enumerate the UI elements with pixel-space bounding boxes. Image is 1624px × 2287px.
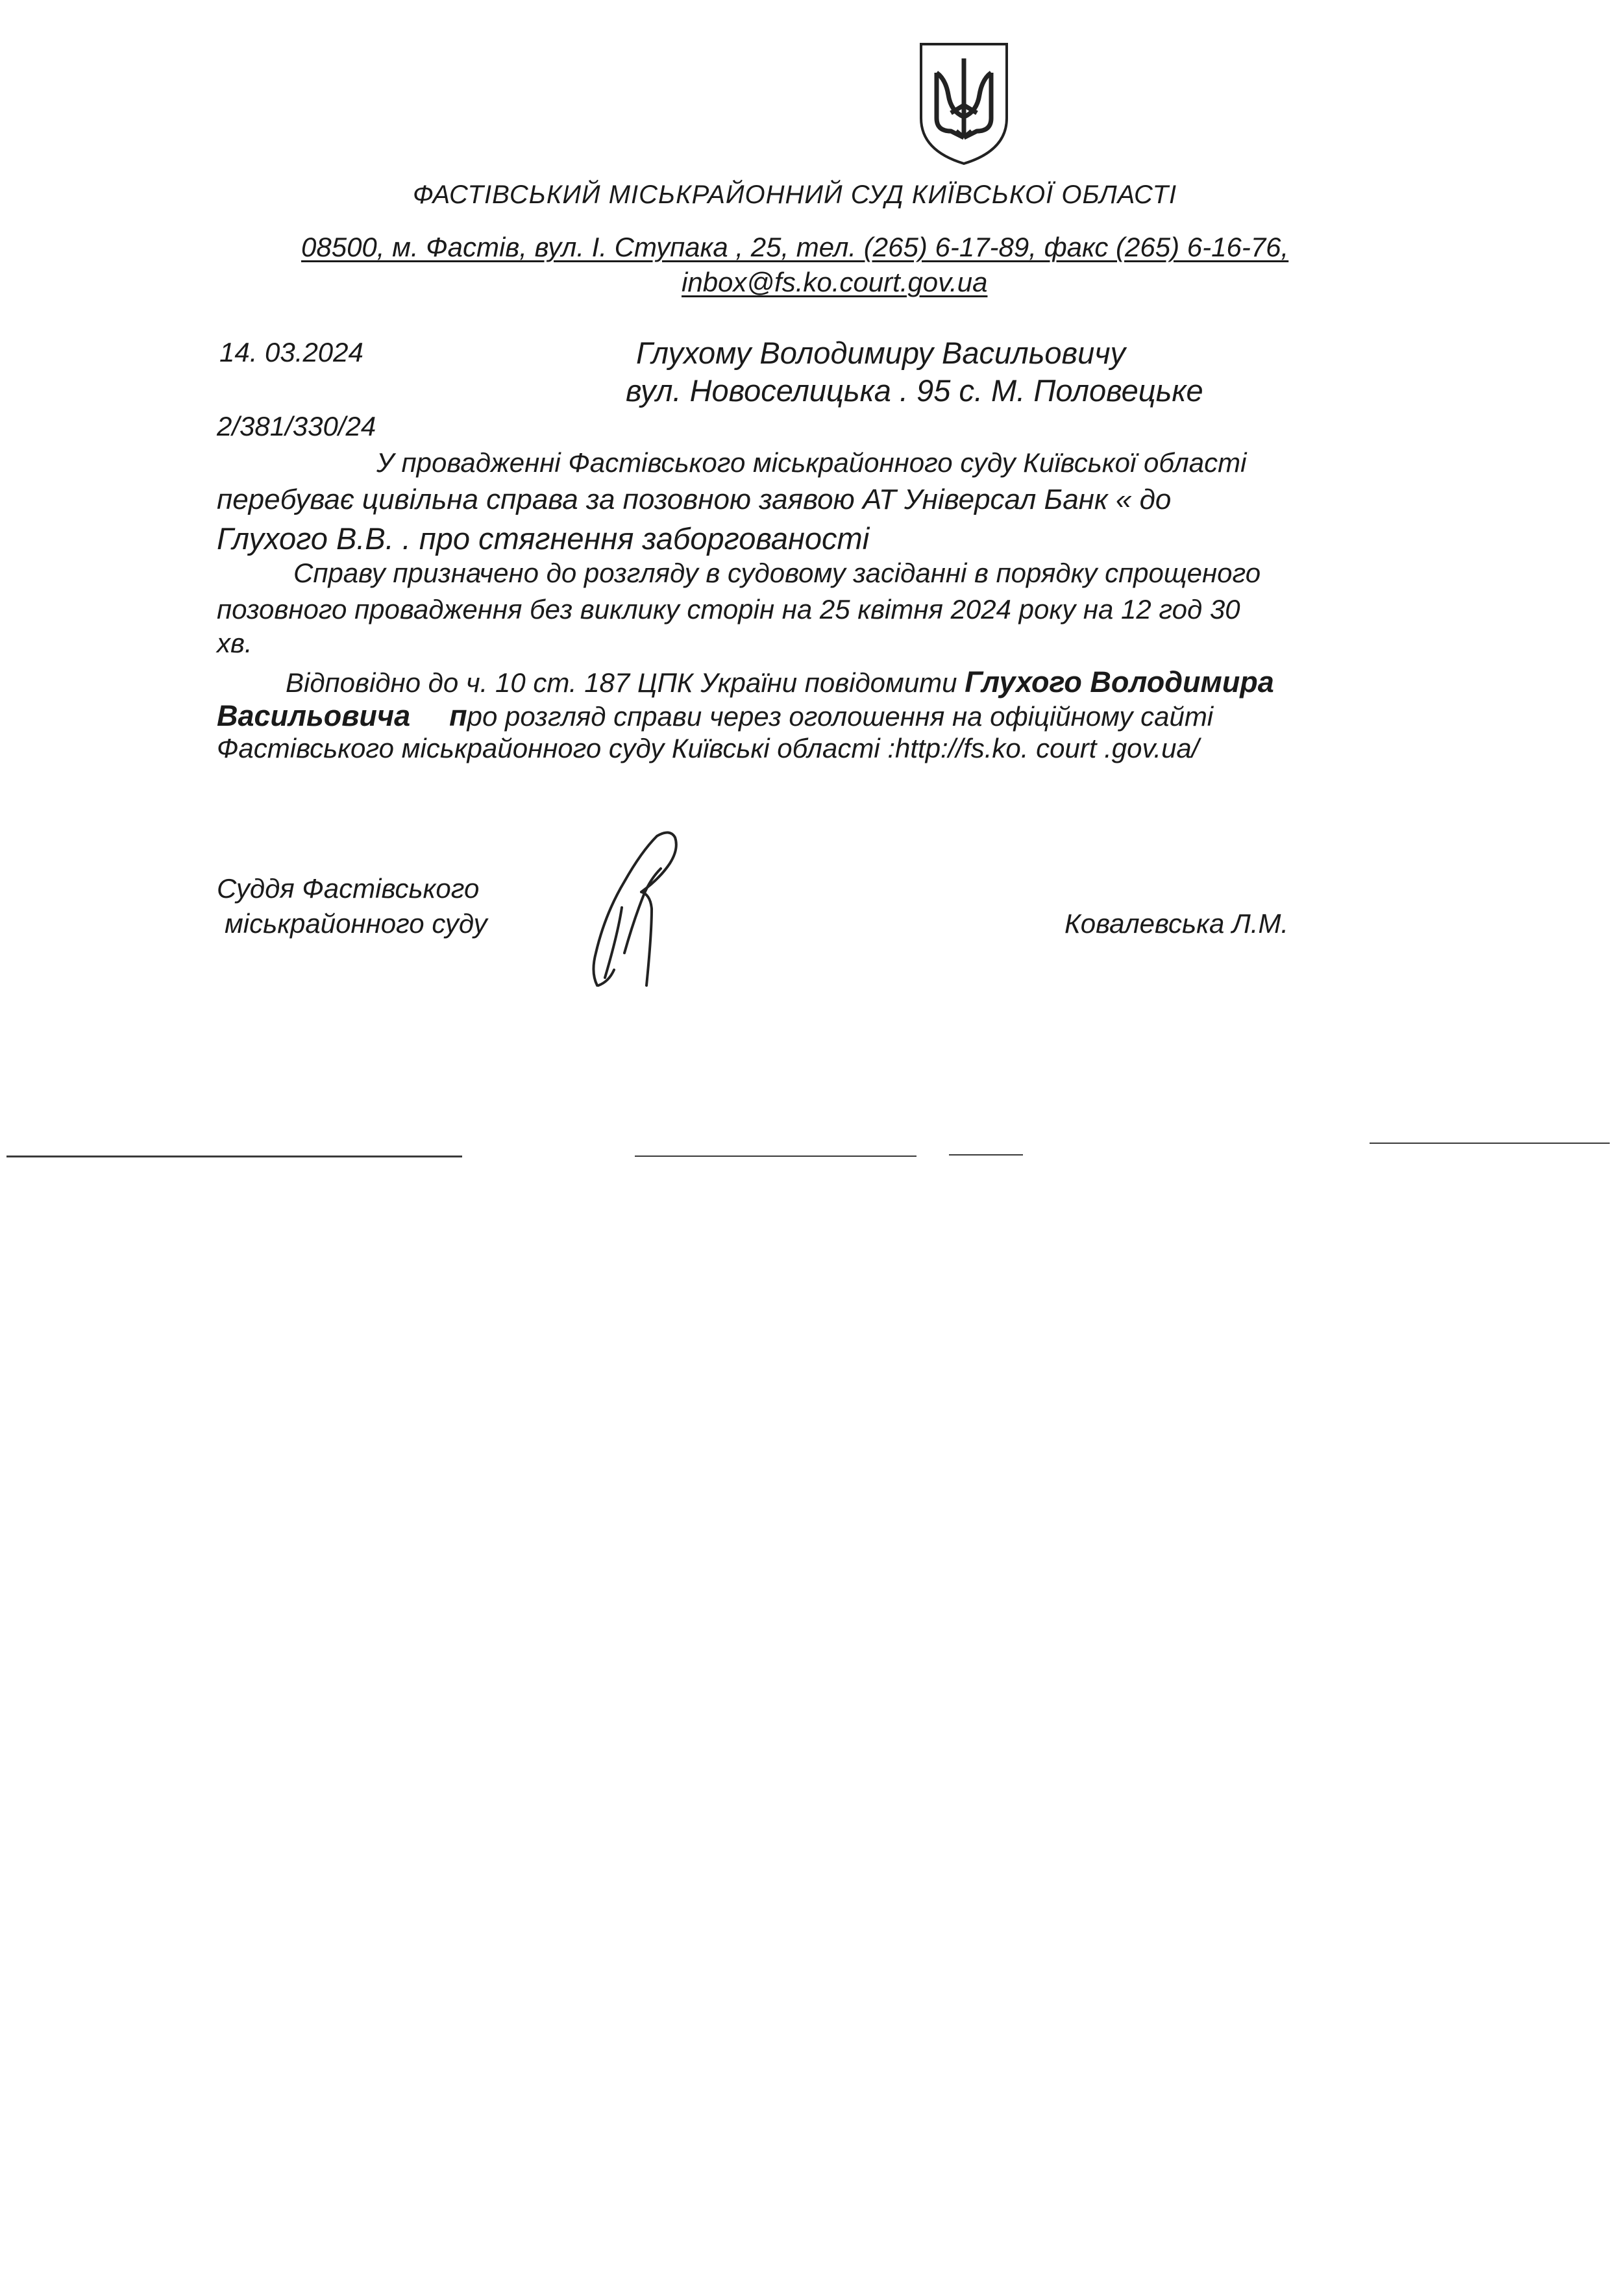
paragraph-1-line-2: перебуває цивільна справа за позовною заявою АТ Універсал Банк « до	[217, 484, 1172, 515]
judge-title-line-1: Суддя Фастівського	[217, 873, 480, 904]
court-address: 08500, м. Фастів, вул. І. Ступака , 25, тел. (265) 6-17-89, факс (265) 6-16-76,	[301, 232, 1289, 262]
paragraph-3-line-1	[286, 667, 1274, 697]
bold-letter: п	[449, 699, 467, 732]
recipient-address: вул. Новоселицька . 95 с. М. Половецьке	[626, 373, 1203, 408]
court-email-line	[682, 269, 987, 296]
case-number: 2/381/330/24	[217, 411, 376, 441]
separator-line-3	[949, 1154, 1023, 1156]
separator-line-4	[1370, 1143, 1610, 1144]
judge-name: Ковалевська Л.М.	[1064, 908, 1289, 939]
paragraph-2-line-2: позовного провадження без виклику сторін на 25 квітня 2024 року на 12 год 30	[217, 594, 1240, 624]
judge-title-line-2: міськрайонного суду	[225, 908, 487, 939]
paragraph-3-prefix: Відповідно до ч. 10 ст. 187 ЦПК України повідомити	[286, 667, 965, 698]
defendant-patronymic-bold: Васильовича	[217, 699, 411, 732]
court-name: ФАСТІВСЬКИЙ МІСЬКРАЙОННИЙ СУД КИЇВСЬКОЇ ОБЛАСТІ	[413, 180, 1177, 209]
paragraph-2-line-1: Справу призначено до розгляду в судовому засіданні в порядку спрощеного	[293, 558, 1261, 588]
defendant-name-bold: Глухого Володимира	[965, 665, 1274, 698]
letter-date: 14. 03.2024	[219, 337, 363, 367]
paragraph-3-line-2-text: ро розгляд справи через оголошення на офіційному сайті	[467, 701, 1214, 732]
paragraph-1-line-3: Глухого В.В. . про стягнення заборгованості	[217, 521, 870, 556]
separator-line-1	[6, 1156, 462, 1157]
paragraph-2-line-3: хв.	[217, 628, 252, 658]
handwritten-signature	[579, 823, 709, 992]
recipient-name: Глухому Володимиру Васильовичу	[636, 336, 1126, 370]
paragraph-3-line-3: Фастівського міськрайонного суду Київські області :http://fs.ko. court .gov.ua/	[217, 733, 1200, 763]
separator-line-2	[635, 1156, 917, 1157]
coat-of-arms-emblem	[917, 40, 1011, 167]
court-email-link[interactable]: inbox@fs.ko.court.gov.ua	[682, 267, 988, 297]
paragraph-1-line-1: У провадженні Фастівського міськрайонного суду Київської області	[376, 447, 1247, 478]
paragraph-3-line-2	[217, 701, 1213, 730]
